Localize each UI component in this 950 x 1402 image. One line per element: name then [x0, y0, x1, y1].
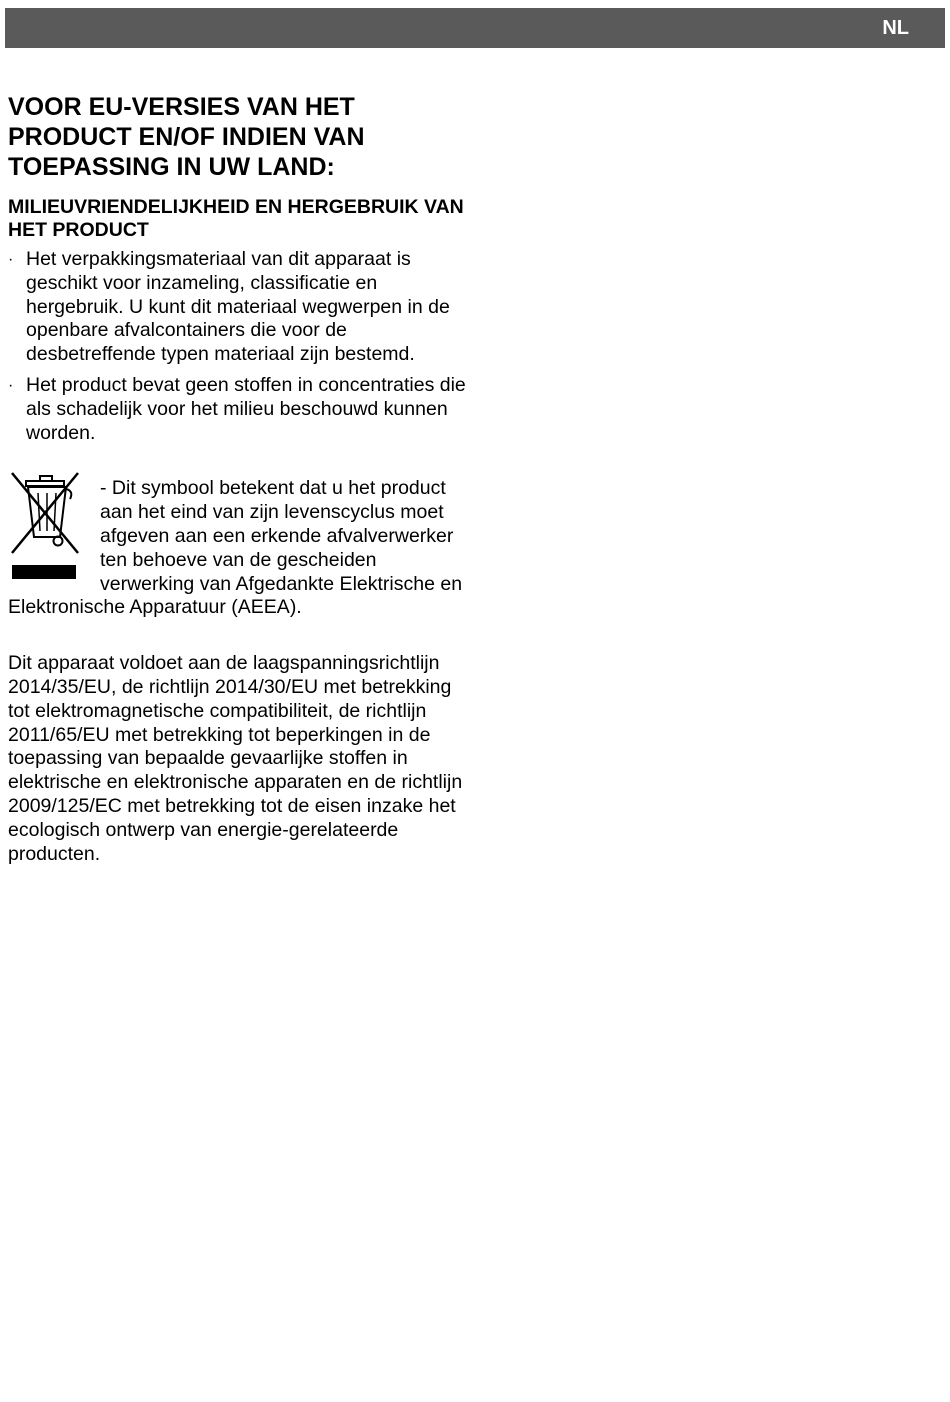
list-item — [8, 374, 468, 445]
compliance-text: Dit apparaat voldoet aan de laagspanningsrichtlijn 2014/35/EU, de richtlijn 2014/30/EU met betrekking tot elektromagnetische compatibiliteit, de richtlijn 2011/65/EU met betrekking tot beperkingen in de toepassing van bepaalde gevaarlijke stoffen in elektrische en elektronische apparaten en de richtlijn 2009/125/EC met betrekking tot de eisen inzake het ecologisch ontwerp van energie-gerelateerde producten. — [8, 652, 463, 865]
list-item-text: Het product bevat geen stoffen in concentraties die als schadelijk voor het milieu beschouwd kunnen worden. — [26, 373, 466, 444]
weee-notice — [8, 477, 468, 620]
list-item — [8, 248, 468, 367]
bullet-marker: · — [8, 376, 14, 394]
page-content — [8, 92, 468, 866]
crossed-out-wheelie-bin-icon — [8, 469, 84, 581]
page-title: VOOR EU-VERSIES VAN HET PRODUCT EN/OF INDIEN VAN TOEPASSING IN UW LAND: — [8, 93, 365, 181]
list-item-text: Het verpakkingsmateriaal van dit apparaat is geschikt voor inzameling, classificatie en hergebruik. U kunt dit materiaal wegwerpen in de openbare afvalcontainers die voor de desbetreffende typen materiaal zijn bestemd. — [26, 248, 450, 366]
header-bar — [5, 8, 945, 48]
bullet-list — [8, 248, 468, 445]
bullet-marker: · — [8, 251, 14, 268]
weee-description: - Dit symbool betekent dat u het product aan het eind van zijn levenscyclus moet afgeven aan een erkende afvalverwerker ten behoeve van de gescheiden verwerking van Afgedankte Elektrische en Elektronische Apparatuur (AEEA). — [8, 477, 463, 619]
section-title: MILIEUVRIENDELIJKHEID EN HERGEBRUIK VAN HET PRODUCT — [8, 196, 464, 241]
compliance-statement — [8, 652, 468, 866]
language-label: NL — [882, 17, 909, 39]
